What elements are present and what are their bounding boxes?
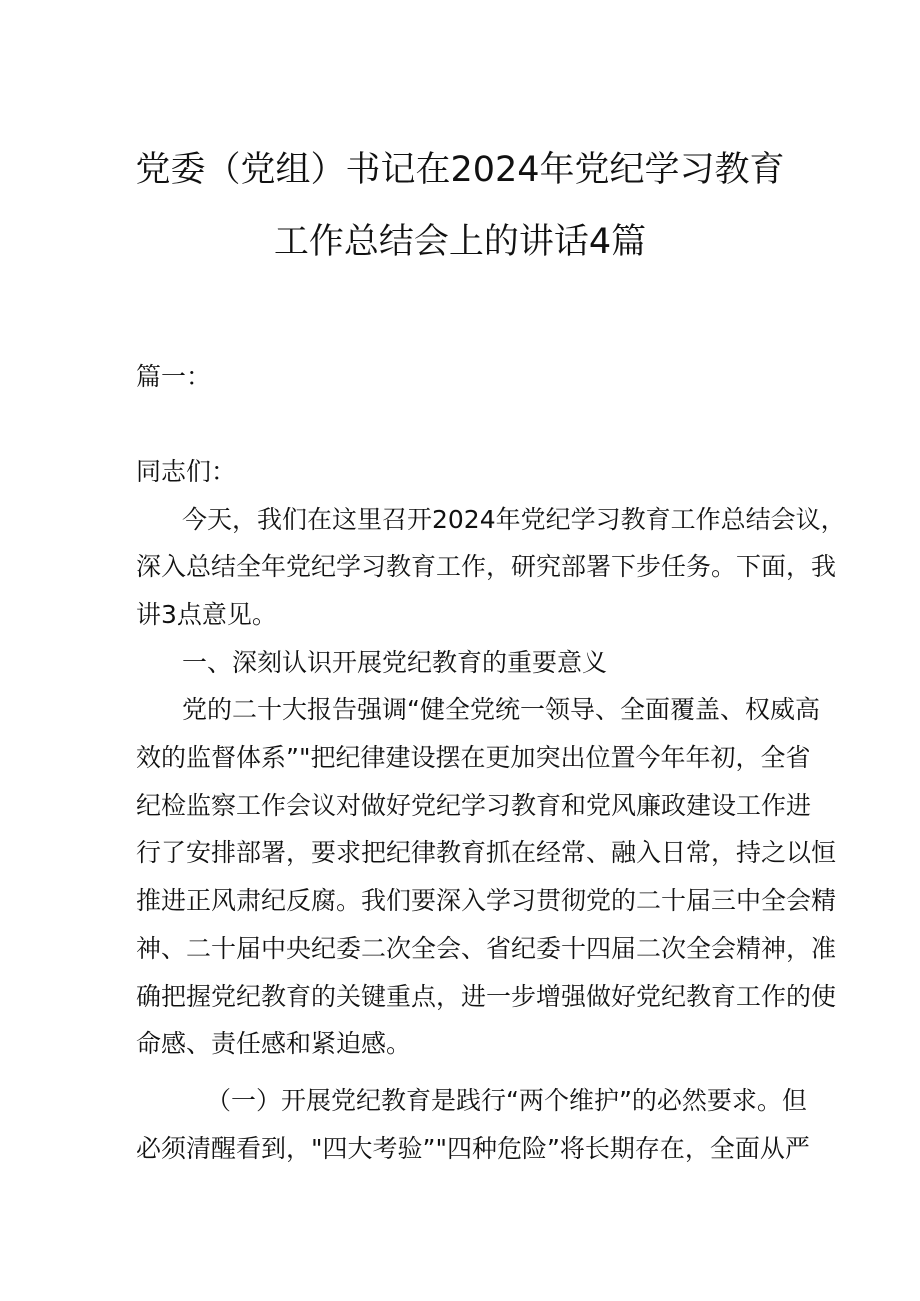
paragraph-line: 党的二十大报告强调“健全党统一领导、全面覆盖、权威高 <box>182 695 820 724</box>
paragraph-line: 必须清醒看到，"四大考验”"四种危险”将长期存在，全面从严 <box>136 1134 810 1163</box>
paragraph-line: 纪检监察工作会议对做好党纪学习教育和党风廉政建设工作进 <box>136 791 812 820</box>
subsection-line: （一）开展党纪教育是践行“两个维护”的必然要求。但 <box>206 1086 807 1115</box>
paragraph-line: 确把握党纪教育的关键重点，进一步增强做好党纪教育工作的使 <box>136 982 837 1011</box>
section-label: 篇一： <box>136 362 212 391</box>
document-title-line-2: 工作总结会上的讲话4篇 <box>273 222 647 262</box>
paragraph-line: 行了安排部署，要求把纪律教育抓在经常、融入日常，持之以恒 <box>136 838 837 867</box>
document-title-line-1: 党委（党组）书记在2024年党纪学习教育 <box>135 150 785 190</box>
paragraph-line: 神、二十届中央纪委二次全会、省纪委十四届二次全会精神，准 <box>136 934 837 963</box>
paragraph-line: 深入总结全年党纪学习教育工作，研究部署下步任务。下面，我 <box>136 552 837 581</box>
paragraph-line: 命感、责任感和紧迫感。 <box>136 1029 412 1058</box>
paragraph-line: 讲3点意见。 <box>136 600 277 629</box>
section-heading: 一、深刻认识开展党纪教育的重要意义 <box>182 648 608 677</box>
paragraph-line: 今天，我们在这里召开2024年党纪学习教育工作总结会议， <box>182 505 846 534</box>
salutation: 同志们： <box>136 457 237 486</box>
paragraph-line: 效的监督体系”"把纪律建设摆在更加突出位置今年年初，全省 <box>136 743 811 772</box>
paragraph-line: 推进正风肃纪反腐。我们要深入学习贯彻党的二十届三中全会精 <box>136 886 837 915</box>
